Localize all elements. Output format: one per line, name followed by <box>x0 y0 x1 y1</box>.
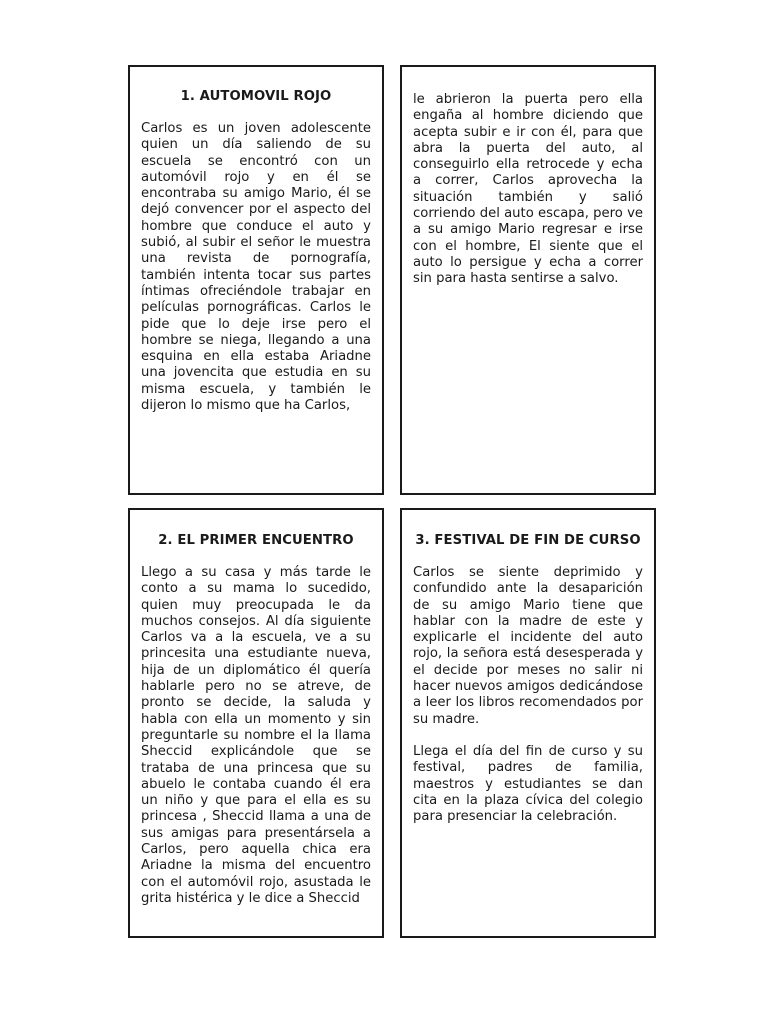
card-paragraph: Llego a su casa y más tarde le conto a su mama lo sucedido, quien muy preocupada le da muchos consejos. Al día siguiente Carlos va a la escuela, ve a su princesita una estudiante nueva, hija de un diplomático él quería hablarle pero no se atreve, de pronto se decide, la saluda y habla con ella un momento y sin preguntarle su nombre el la llama Sheccid explicándole que se trataba de una princesa que su abuelo le contaba cuando él era un niño y que para el ella es su princesa , Sheccid llama a una de sus amigas para presentársela a Carlos, pero aquella chica era Ariadne la misma del encuentro con el automóvil rojo, asustada le grita histérica y le dice a Sheccid <box>141 565 371 906</box>
card-paragraph: Llega el día del fin de curso y su festival, padres de familia, maestros y estudiantes se dan cita en la plaza cívica del colegio para presenciar la celebración. <box>413 743 643 825</box>
card-paragraph: le abrieron la puerta pero ella engaña al hombre diciendo que acepta subir e ir con él, para que abra la puerta del auto, al conseguirlo ella retrocede y echa a correr, Carlos aprovecha la situación también y salió corriendo del auto escapa, pero ve a su amigo Mario regresar e irse con el hombre, El siente que el auto lo persigue y echa a correr sin para hasta sentirse a salvo. <box>413 92 643 287</box>
card-paragraph: Carlos es un joven adolescente quien un día saliendo de su escuela se encontró con un automóvil rojo y en él se encontraba su amigo Mario, él se dejó convencer por el aspecto del hombre que conduce el auto y subió, al subir el señor le muestra una revista de pornografía, también intenta tocar sus partes íntimas ofreciéndole trabajar en películas pornográficas. Carlos le pide que lo deje irse pero el hombre se niega, llegando a una esquina en ella estaba Ariadne una jovencita que estudia en su misma escuela, y también le dijeron lo mismo que ha Carlos, <box>141 121 371 414</box>
story-card-1-continued <box>400 65 656 495</box>
card-title: 2. EL PRIMER ENCUENTRO <box>158 533 354 548</box>
story-card-3 <box>400 508 656 938</box>
card-title: 3. FESTIVAL DE FIN DE CURSO <box>415 533 641 548</box>
card-title: 1. AUTOMOVIL ROJO <box>180 89 332 104</box>
story-card-1 <box>128 65 384 495</box>
card-paragraph: Carlos se siente deprimido y confundido ante la desaparición de su amigo Mario tiene que hablar con la madre de este y explicarle el incidente del auto rojo, la señora está desesperada y el decide por meses no salir ni hacer nuevos amigos dedicándose a leer los libros recomendados por su madre. <box>413 565 643 727</box>
story-card-2 <box>128 508 384 938</box>
